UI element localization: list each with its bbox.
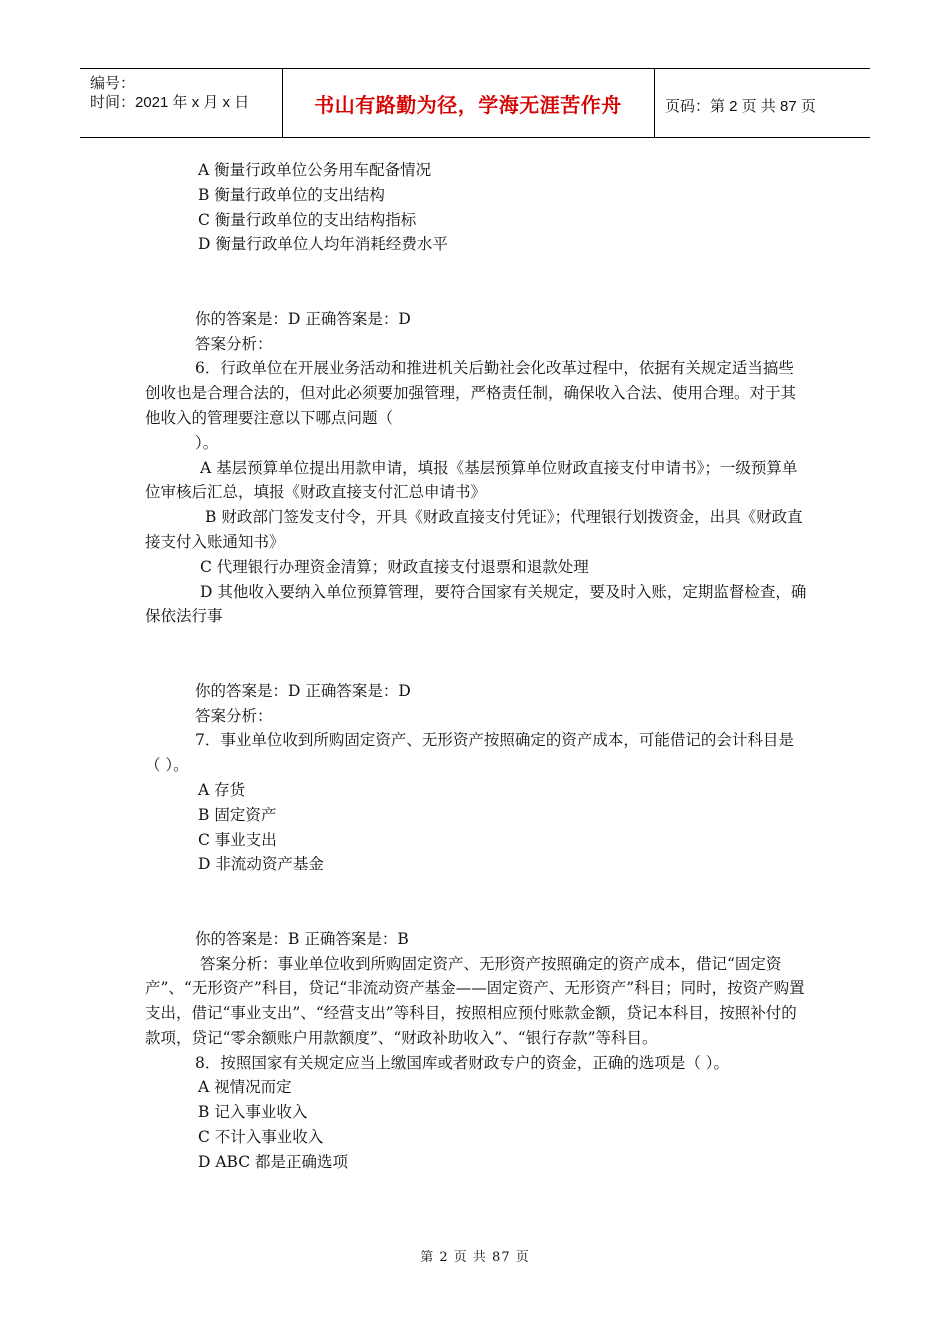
time-label: 时间：2021 年 x 月 x 日 (90, 94, 250, 111)
q7-option-b: B 固定资产 (198, 805, 277, 824)
q5-option-a: A 衡量行政单位公务用车配备情况 (198, 161, 432, 179)
q6-stem: 6．行政单位在开展业务活动和推进机关后勤社会化改革过程中，依据有关规定适当搞些创收也是合理合法的，但对此必须要加强管理，严格责任制，确保收入合法、使用合理。对于其他收入的管理要注意以下哪点问题（ (145, 359, 797, 427)
header-left-cell (80, 69, 283, 137)
q7-analysis: 答案分析：事业单位收到所购固定资产、无形资产按照确定的资产成本，借记“固定资产”、“无形资产”科目，贷记“非流动资产基金——固定资产、无形资产”科目；同时，按资产购置支出，借记“事业支出”、“经营支出”等科目，按照相应预付账款金额，贷记本科目，按照补付的款项，贷记“零余额账户用款额度”、“财政补助收入”、“银行存款”等科目。 (145, 954, 805, 1047)
q6-analysis: 答案分析： (195, 706, 273, 725)
q6-option-c: C 代理银行办理资金清算；财政直接支付退票和退款处理 (200, 557, 589, 576)
q7-stem: 7．事业单位收到所购固定资产、无形资产按照确定的资产成本，可能借记的会计科目是（ ）。 (145, 731, 794, 775)
document-body (145, 158, 807, 1175)
q7-option-a: A 存货 (198, 780, 246, 799)
q8-option-d: D ABC 都是正确选项 (198, 1152, 349, 1171)
q5-answer: 你的答案是：D 正确答案是：D (195, 309, 411, 328)
q5-option-c: C 衡量行政单位的支出结构指标 (198, 210, 417, 229)
q8-stem: 8．按照国家有关规定应当上缴国库或者财政专户的资金，正确的选项是（ ）。 (195, 1053, 730, 1072)
spacer (145, 877, 807, 927)
q8-option-c: C 不计入事业收入 (198, 1128, 324, 1147)
page-header (80, 68, 870, 138)
q7-option-d: D 非流动资产基金 (198, 855, 324, 874)
header-right-cell (655, 69, 870, 137)
header-motto: 书山有路勤为径，学海无涯苦作舟 (314, 92, 622, 117)
q6-stem-end: ）。 (195, 433, 219, 452)
page-footer: 第 2 页 共 87 页 (420, 1250, 530, 1265)
q7-option-c: C 事业支出 (198, 830, 277, 849)
spacer (145, 629, 807, 679)
q7-answer: 你的答案是：B 正确答案是：B (195, 929, 409, 948)
q8-option-a: A 视情况而定 (198, 1078, 292, 1097)
q5-option-b: B 衡量行政单位的支出结构 (198, 185, 385, 204)
q8-option-b: B 记入事业收入 (198, 1103, 308, 1122)
spacer (145, 257, 807, 307)
q6-option-b: B 财政部门签发支付令，开具《财政直接支付凭证》；代理银行划拨资金，出具《财政直接支付入账通知书》 (145, 508, 803, 551)
q6-option-d: D 其他收入要纳入单位预算管理，要符合国家有关规定，要及时入账，定期监督检查，确保依法行事 (145, 582, 807, 626)
number-label: 编号： (90, 75, 136, 92)
page-label: 页码：第 2 页 共 87 页 (665, 98, 816, 115)
header-middle-cell (282, 69, 655, 137)
q5-analysis: 答案分析： (195, 334, 273, 353)
q6-option-a: A 基层预算单位提出用款申请，填报《基层预算单位财政直接支付申请书》；一级预算单位审核后汇总，填报《财政直接支付汇总申请书》 (145, 458, 798, 502)
q5-option-d: D 衡量行政单位人均年消耗经费水平 (198, 235, 448, 254)
q6-answer: 你的答案是：D 正确答案是：D (195, 681, 411, 700)
